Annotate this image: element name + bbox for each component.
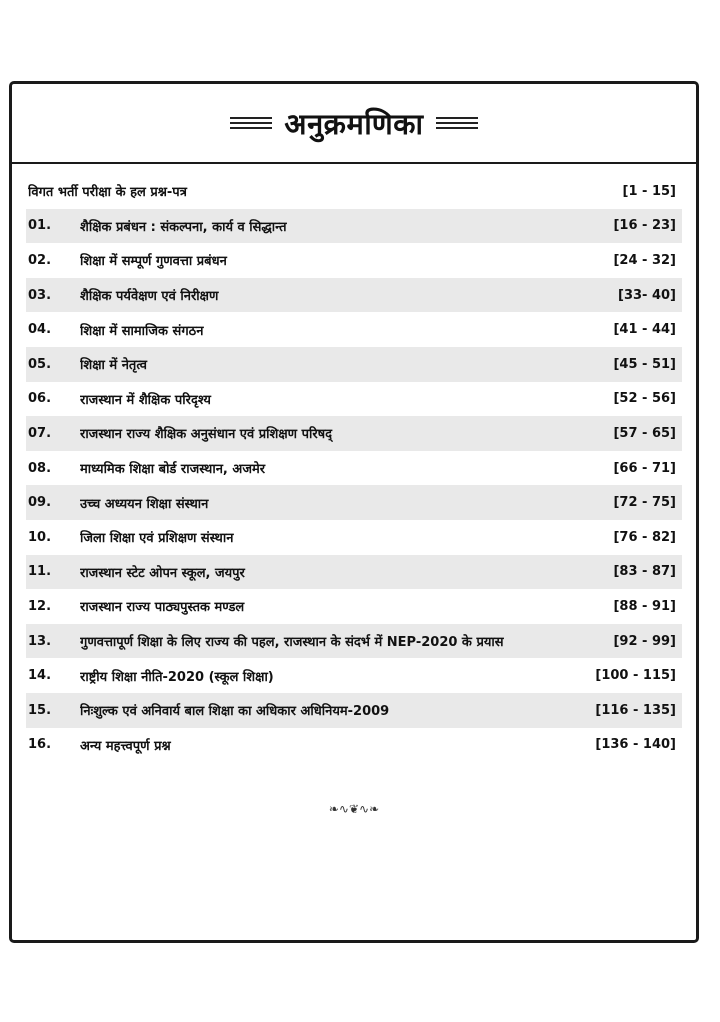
toc-number: 09. (28, 495, 52, 511)
toc-chapter-title: शैक्षिक पर्यवेक्षण एवं निरीक्षण (80, 289, 219, 305)
toc-number: 16. (28, 737, 52, 753)
toc-chapter-title: गुणवत्तापूर्ण शिक्षा के लिए राज्य की पहल, राजस्थान के संदर्भ में NEP-2020 के प्रयास (80, 635, 504, 651)
toc-page-range: [100 - 115] (595, 668, 676, 684)
toc-header (12, 84, 696, 164)
toc-chapter-title: शैक्षिक प्रबंधन : संकल्पना, कार्य व सिद्धान्त (80, 219, 287, 235)
toc-page-range: [66 - 71] (613, 460, 676, 476)
toc-chapter-title: माध्यमिक शिक्षा बोर्ड राजस्थान, अजमेर (80, 462, 266, 478)
toc-page-range: [116 - 135] (595, 702, 676, 718)
toc-row (26, 209, 682, 244)
toc-number: 12. (28, 598, 52, 614)
toc-chapter-title: उच्च अध्ययन शिक्षा संस्थान (80, 496, 209, 512)
toc-chapter-title: राजस्थान में शैक्षिक परिदृश्य (80, 392, 211, 408)
toc-chapter-title: अन्य महत्त्वपूर्ण प्रश्न (80, 738, 171, 754)
toc-chapter-title: राजस्थान राज्य शैक्षिक अनुसंधान एवं प्रशिक्षण परिषद् (80, 427, 333, 443)
toc-chapter-title: राजस्थान राज्य पाठ्यपुस्तक मण्डल (80, 600, 245, 616)
toc-page-range: [83 - 87] (613, 564, 676, 580)
toc-page-range: [76 - 82] (613, 529, 676, 545)
toc-page-range: [41 - 44] (613, 322, 676, 338)
toc-page-range: [88 - 91] (613, 598, 676, 614)
toc-page-range: [57 - 65] (613, 425, 676, 441)
toc-number: 03. (28, 287, 52, 303)
toc-row (26, 658, 682, 693)
toc-chapter-title: शिक्षा में सम्पूर्ण गुणवत्ता प्रबंधन (80, 254, 227, 270)
toc-row (26, 624, 682, 659)
toc-chapter-title: निःशुल्क एवं अनिवार्य बाल शिक्षा का अधिकार अधिनियम-2009 (80, 704, 390, 720)
toc-row (26, 243, 682, 278)
toc-number: 08. (28, 460, 52, 476)
toc-page-range: [92 - 99] (613, 633, 676, 649)
toc-row (26, 312, 682, 347)
toc-page-range: [16 - 23] (613, 218, 676, 234)
toc-row (26, 416, 682, 451)
left-rule (230, 117, 272, 129)
toc-page-range: [45 - 51] (613, 356, 676, 372)
toc-row (26, 382, 682, 417)
toc-number: 05. (28, 356, 52, 372)
toc-chapter-title: राजस्थान स्टेट ओपन स्कूल, जयपुर (80, 565, 245, 581)
toc-page-range: [136 - 140] (595, 737, 676, 753)
toc-row (26, 520, 682, 555)
toc-number: 14. (28, 668, 52, 684)
toc-number: 11. (28, 564, 52, 580)
toc-intro-row (26, 174, 682, 209)
toc-row (26, 347, 682, 382)
toc-chapter-title: राष्ट्रीय शिक्षा नीति-2020 (स्कूल शिक्षा) (80, 669, 274, 685)
toc-page-range: [72 - 75] (613, 495, 676, 511)
toc-row (26, 278, 682, 313)
toc-row (26, 485, 682, 520)
ornament-flourish: ❧∿❦∿❧ (328, 802, 380, 816)
toc-number: 02. (28, 252, 52, 268)
toc-number: 06. (28, 391, 52, 407)
toc-row (26, 589, 682, 624)
toc-number: 07. (28, 425, 52, 441)
toc-row (26, 728, 682, 763)
toc-number: 10. (28, 529, 52, 545)
toc-number: 04. (28, 322, 52, 338)
toc-row (26, 451, 682, 486)
toc-number: 15. (28, 702, 52, 718)
page-title: अनुक्रमणिका (284, 106, 424, 141)
toc-intro-label: विगत भर्ती परीक्षा के हल प्रश्न-पत्र (28, 185, 187, 201)
toc-chapter-title: जिला शिक्षा एवं प्रशिक्षण संस्थान (80, 531, 234, 547)
toc-page-range: [33- 40] (618, 287, 676, 303)
toc-number: 01. (28, 218, 52, 234)
toc-row (26, 693, 682, 728)
toc-number: 13. (28, 633, 52, 649)
toc-chapter-title: शिक्षा में नेतृत्व (80, 358, 148, 374)
toc-intro-pages: [1 - 15] (622, 183, 676, 199)
toc-row (26, 555, 682, 590)
toc-list (26, 174, 682, 762)
toc-chapter-title: शिक्षा में सामाजिक संगठन (80, 323, 204, 339)
toc-frame (9, 81, 699, 943)
right-rule (436, 117, 478, 129)
toc-page-range: [52 - 56] (613, 391, 676, 407)
toc-page-range: [24 - 32] (613, 252, 676, 268)
